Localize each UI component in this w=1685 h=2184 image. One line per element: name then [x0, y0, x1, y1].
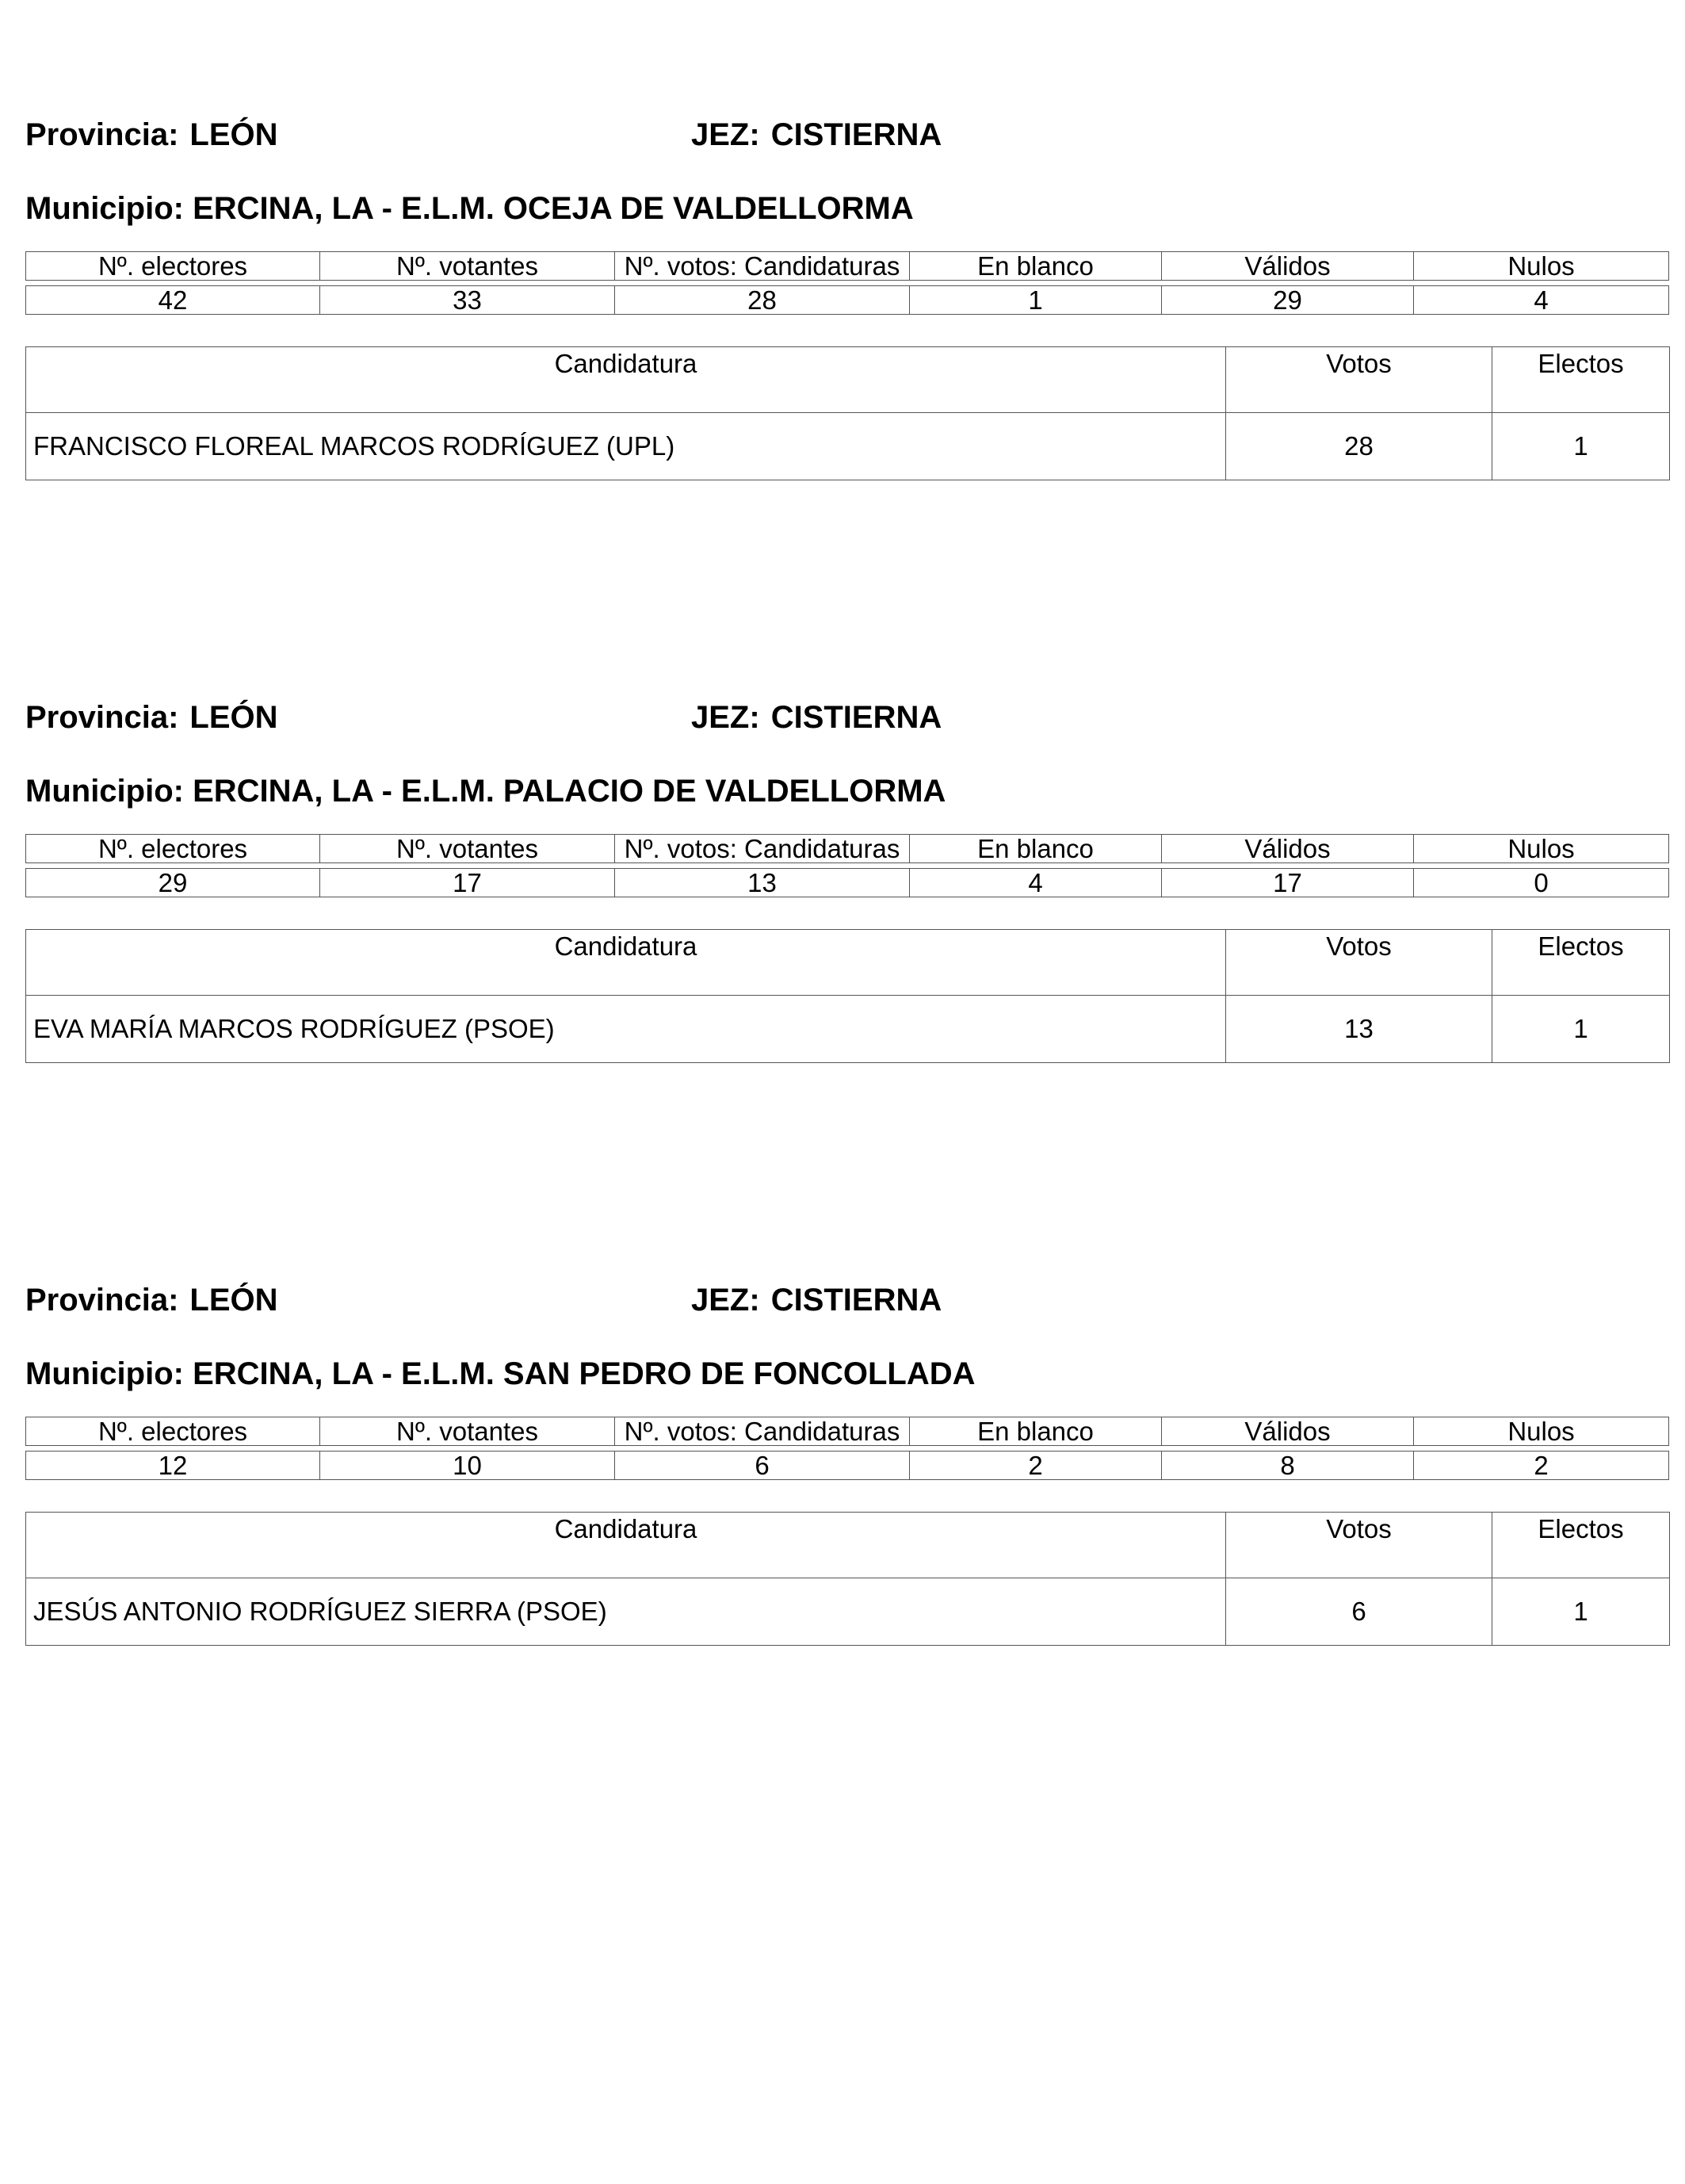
- provincia-value: LEÓN: [189, 117, 278, 152]
- municipio-line: [25, 190, 914, 227]
- provincia-label: Provincia:: [25, 1283, 179, 1318]
- header-candidatura: Candidatura: [26, 930, 1226, 996]
- candidate-row: [26, 413, 1670, 480]
- stat-votos-candidaturas: 6: [615, 1451, 910, 1480]
- header-candidatura: Candidatura: [26, 347, 1226, 413]
- stat-header-validos: Válidos: [1162, 834, 1414, 863]
- stats-value-row: [25, 285, 1669, 315]
- stat-header-validos: Válidos: [1162, 1417, 1414, 1446]
- candidate-votos: 28: [1226, 413, 1492, 480]
- jez-value: CISTIERNA: [770, 700, 942, 735]
- stat-electores: 29: [25, 868, 320, 897]
- municipio-value: ERCINA, LA - E.L.M. SAN PEDRO DE FONCOLLADA: [193, 1356, 976, 1391]
- candidate-electos: 1: [1492, 1578, 1670, 1646]
- stat-header-validos: Válidos: [1162, 251, 1414, 281]
- provincia-label: Provincia:: [25, 117, 179, 152]
- header-electos: Electos: [1492, 930, 1670, 996]
- stat-header-nulos: Nulos: [1414, 1417, 1669, 1446]
- jez-value: CISTIERNA: [770, 117, 942, 152]
- stat-header-electores: Nº. electores: [25, 1417, 320, 1446]
- municipio-value: ERCINA, LA - E.L.M. PALACIO DE VALDELLORMA: [193, 774, 946, 809]
- stats-value-row: [25, 1451, 1669, 1480]
- stats-header-row: [25, 834, 1669, 863]
- municipio-label: Municipio:: [25, 1356, 184, 1391]
- municipio-line: [25, 773, 946, 809]
- stat-votos-candidaturas: 28: [615, 285, 910, 315]
- provincia-label: Provincia:: [25, 700, 179, 735]
- stats-table: [25, 247, 1669, 319]
- candidate-votos: 13: [1226, 996, 1492, 1063]
- municipio-label: Municipio:: [25, 774, 184, 809]
- jez-line: [691, 699, 942, 736]
- stat-en-blanco: 2: [910, 1451, 1162, 1480]
- jez-label: JEZ:: [691, 117, 760, 152]
- stat-en-blanco: 1: [910, 285, 1162, 315]
- stat-electores: 12: [25, 1451, 320, 1480]
- stat-header-votos-candidaturas: Nº. votos: Candidaturas: [615, 1417, 910, 1446]
- stat-header-electores: Nº. electores: [25, 834, 320, 863]
- municipio-line: [25, 1356, 976, 1392]
- candidates-table: [25, 346, 1670, 480]
- stat-header-votantes: Nº. votantes: [320, 251, 615, 281]
- candidates-header-row: [26, 1513, 1670, 1578]
- header-votos: Votos: [1226, 1513, 1492, 1578]
- provincia-value: LEÓN: [189, 700, 278, 735]
- candidates-table: [25, 1512, 1670, 1646]
- stat-header-nulos: Nulos: [1414, 251, 1669, 281]
- candidate-electos: 1: [1492, 413, 1670, 480]
- header-votos: Votos: [1226, 930, 1492, 996]
- stat-header-en-blanco: En blanco: [910, 1417, 1162, 1446]
- jez-line: [691, 1282, 942, 1318]
- provincia-value: LEÓN: [189, 1283, 278, 1318]
- stat-validos: 29: [1162, 285, 1414, 315]
- stat-header-en-blanco: En blanco: [910, 834, 1162, 863]
- jez-value: CISTIERNA: [770, 1283, 942, 1318]
- candidate-name: JESÚS ANTONIO RODRÍGUEZ SIERRA (PSOE): [26, 1578, 1226, 1646]
- stat-en-blanco: 4: [910, 868, 1162, 897]
- provincia-line: [25, 699, 278, 736]
- candidate-row: [26, 1578, 1670, 1646]
- stat-nulos: 4: [1414, 285, 1669, 315]
- candidate-row: [26, 996, 1670, 1063]
- stats-value-row: [25, 868, 1669, 897]
- provincia-line: [25, 117, 278, 153]
- stat-nulos: 2: [1414, 1451, 1669, 1480]
- stat-header-en-blanco: En blanco: [910, 251, 1162, 281]
- municipio-value: ERCINA, LA - E.L.M. OCEJA DE VALDELLORMA: [193, 191, 914, 226]
- candidates-header-row: [26, 347, 1670, 413]
- stat-validos: 8: [1162, 1451, 1414, 1480]
- stats-header-row: [25, 1417, 1669, 1446]
- stat-votantes: 10: [320, 1451, 615, 1480]
- candidate-name: EVA MARÍA MARCOS RODRÍGUEZ (PSOE): [26, 996, 1226, 1063]
- stat-electores: 42: [25, 285, 320, 315]
- stats-table: [25, 829, 1669, 902]
- stat-header-votos-candidaturas: Nº. votos: Candidaturas: [615, 251, 910, 281]
- stat-votos-candidaturas: 13: [615, 868, 910, 897]
- stat-validos: 17: [1162, 868, 1414, 897]
- stat-votantes: 17: [320, 868, 615, 897]
- stat-header-votantes: Nº. votantes: [320, 1417, 615, 1446]
- stats-table: [25, 1412, 1669, 1485]
- header-candidatura: Candidatura: [26, 1513, 1226, 1578]
- municipio-label: Municipio:: [25, 191, 184, 226]
- candidates-header-row: [26, 930, 1670, 996]
- stats-header-row: [25, 251, 1669, 281]
- candidate-electos: 1: [1492, 996, 1670, 1063]
- stat-header-votantes: Nº. votantes: [320, 834, 615, 863]
- stat-header-electores: Nº. electores: [25, 251, 320, 281]
- stat-votantes: 33: [320, 285, 615, 315]
- header-votos: Votos: [1226, 347, 1492, 413]
- candidate-name: FRANCISCO FLOREAL MARCOS RODRÍGUEZ (UPL): [26, 413, 1226, 480]
- candidates-table: [25, 929, 1670, 1063]
- jez-line: [691, 117, 942, 153]
- header-electos: Electos: [1492, 347, 1670, 413]
- jez-label: JEZ:: [691, 1283, 760, 1318]
- candidate-votos: 6: [1226, 1578, 1492, 1646]
- stat-nulos: 0: [1414, 868, 1669, 897]
- stat-header-votos-candidaturas: Nº. votos: Candidaturas: [615, 834, 910, 863]
- stat-header-nulos: Nulos: [1414, 834, 1669, 863]
- header-electos: Electos: [1492, 1513, 1670, 1578]
- provincia-line: [25, 1282, 278, 1318]
- jez-label: JEZ:: [691, 700, 760, 735]
